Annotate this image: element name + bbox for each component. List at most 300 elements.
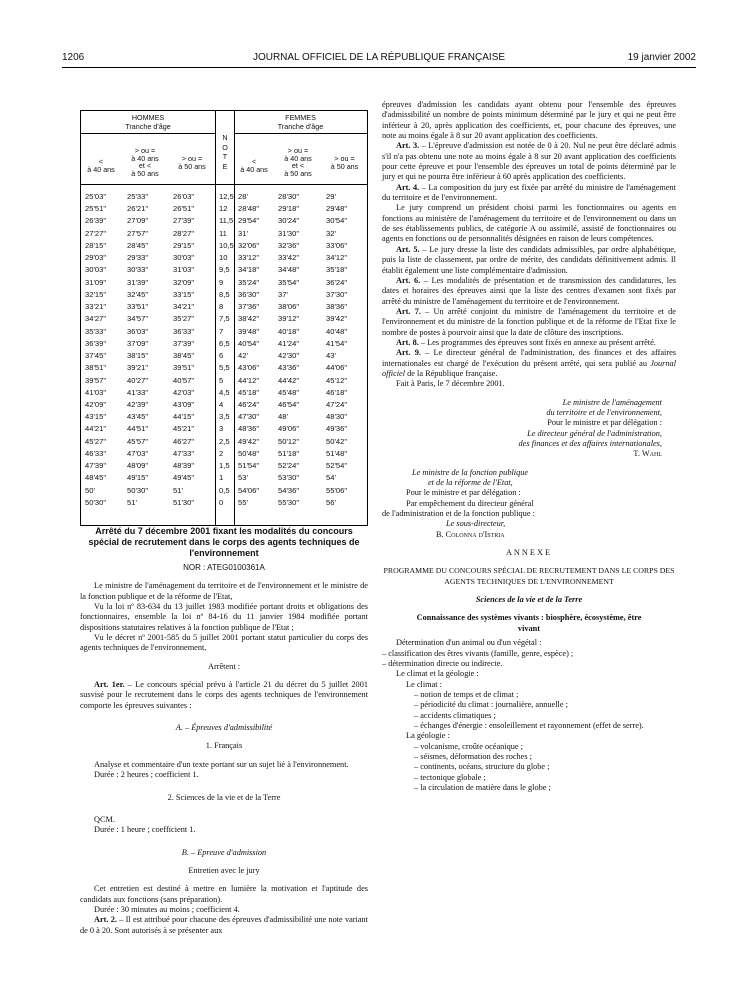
right-column [382, 100, 676, 793]
time-cell: 40'54" [238, 338, 260, 348]
time-cell: 45'12" [326, 375, 348, 385]
time-cell: 49'06" [278, 424, 300, 434]
time-cell: 44'51" [127, 424, 149, 434]
sub-line: à 50 ans [178, 161, 206, 171]
time-cell: 42' [238, 351, 248, 361]
time-cell: 43'45" [127, 412, 149, 422]
table-row [81, 375, 367, 387]
note-cell: 6,5 [219, 338, 230, 348]
time-cell: 37' [278, 289, 288, 299]
table-row [81, 240, 367, 252]
note-cell: 11 [219, 228, 227, 238]
article-2-label: Art. 2. [94, 915, 117, 925]
sub-line: à 40 ans [131, 153, 159, 163]
time-cell: 27'27" [85, 228, 107, 238]
sig2-line: et de la réforme de l'Etat, [428, 478, 513, 488]
note-cell: 12,5 [219, 192, 234, 201]
entretien-description: Cet entretien est destiné à mettre en lumière la motivation et l'aptitude des candidats aux fonctions (sans préparation). [80, 884, 368, 904]
time-cell: 50'30" [85, 497, 107, 507]
time-cell: 51' [127, 497, 137, 507]
note-letter: T [222, 152, 228, 161]
list-item: – continents, océans, structure du globe ; [414, 762, 550, 772]
geologie-label: La géologie : [406, 731, 450, 741]
time-cell: 50'48" [238, 448, 260, 458]
note-header [216, 133, 234, 171]
time-cell: 41'03" [85, 387, 107, 397]
time-cell: 38'51" [85, 363, 107, 373]
sig2-line: Le sous-directeur, [446, 519, 506, 529]
programme-title: PROGRAMME DU CONCOURS SPÉCIAL DE RECRUTEMENT DANS LE CORPS DES AGENTS TECHNIQUES DE L'ENVIRONNEMENT [383, 566, 675, 586]
time-cell: 28'30" [278, 192, 300, 201]
femmes-sub-lt40 [234, 158, 274, 173]
table-row [81, 313, 367, 325]
list-item: – séismes, déformation des roches ; [414, 751, 532, 761]
time-cell: 32'15" [85, 289, 107, 299]
table-row [81, 436, 367, 448]
sub-line: > ou = [134, 146, 156, 155]
note-cell: 6 [219, 351, 224, 361]
article-7-text: – Un arrêté conjoint du ministre de l'aménagement du territoire et de l'environnement et du ministre de la fonction publique et de la réforme de l'Etat fixe le nombre de postes à pourvoir ainsi que la date de clôture des inscriptions. [382, 306, 676, 337]
list-item: – volcanisme, croûte océanique ; [414, 741, 523, 751]
time-cell: 53' [238, 473, 248, 483]
note-cell: 0,5 [219, 485, 230, 495]
time-cell: 37'30" [326, 289, 348, 299]
sub-line: > ou = [181, 154, 203, 163]
sub-line: à 40 ans [240, 164, 268, 174]
time-cell: 25'33" [127, 192, 149, 201]
article-1-text: – Le concours spécial prévu à l'article 21 du décret du 5 juillet 2001 susvisé pour le recrutement dans le corps des agents techniques de l'environnement comporte les épreuves suivantes : [80, 680, 368, 710]
table-hommes-rule [81, 133, 215, 134]
time-cell: 48'45" [85, 473, 107, 483]
time-cell: 39'42" [326, 314, 348, 324]
time-cell: 51'48" [326, 448, 348, 458]
note-cell: 0 [219, 497, 224, 507]
article-3-text: – L'épreuve d'admission est notée de 0 à 20. Nul ne peut être déclaré admis s'il n'a pas obtenu une note au moins égale à 8 sur 20 avant application des coefficients pour cette épreuve et pour l'ensemble des épreuves un total de points déterminé par le jury et qui ne pourra être inférieur à 60 après application des coefficients. [382, 141, 677, 182]
time-cell: 29'03" [85, 253, 107, 263]
list-item: – échanges d'énergie : ensoleillement et rayonnement (effet de serre). [414, 720, 644, 730]
table-row [81, 191, 367, 203]
time-cell: 33'12" [238, 253, 260, 263]
time-cell: 26'39" [85, 216, 107, 226]
time-cell: 40'48" [326, 326, 348, 336]
subsection-entretien: Entretien avec le jury [188, 865, 260, 875]
note-cell: 4 [219, 399, 224, 409]
time-cell: 27'57" [127, 228, 149, 238]
time-cell: 37'36" [238, 302, 260, 312]
article-3-label: Art. 3. [396, 141, 420, 151]
time-cell: 27'39" [173, 216, 195, 226]
time-cell: 43'36" [278, 363, 300, 373]
femmes-header [234, 113, 367, 131]
time-cell: 52'54" [326, 461, 348, 471]
time-cell: 47'30" [238, 412, 260, 422]
time-cell: 35'27" [173, 314, 195, 324]
time-cell: 37'39" [173, 338, 195, 348]
time-cell: 37'09" [127, 338, 149, 348]
time-cell: 39'51" [173, 363, 195, 373]
time-cell: 51' [173, 485, 183, 495]
time-cell: 31'09" [85, 277, 107, 287]
time-cell: 46'24" [238, 399, 260, 409]
time-cell: 52'24" [278, 461, 300, 471]
preamble-ministres: Le ministre de l'aménagement du territoire et de l'environnement et le ministre de la fonction publique et de la réforme de l'Etat, [80, 581, 368, 601]
article-7 [382, 307, 676, 338]
note-cell: 1 [219, 473, 224, 483]
time-cell: 45'48" [278, 387, 300, 397]
time-cell: 55' [238, 497, 248, 507]
list-item: – notion de temps et de climat ; [414, 689, 519, 699]
time-cell: 49'36" [326, 424, 348, 434]
time-cell: 29'48" [326, 204, 348, 214]
time-cell: 32'09" [173, 277, 195, 287]
time-cell: 48' [278, 412, 288, 422]
table-row [81, 362, 367, 374]
time-cell: 29' [326, 192, 336, 201]
time-cell: 47'39" [85, 461, 107, 471]
time-cell: 54' [326, 473, 336, 483]
time-cell: 33'42" [278, 253, 300, 263]
time-cell: 35'54" [278, 277, 300, 287]
time-cell: 28'15" [85, 240, 107, 250]
table-row [81, 289, 367, 301]
time-cell: 34'48" [278, 265, 300, 275]
time-cell: 29'18" [278, 204, 300, 214]
preamble-vu-loi: Vu la loi nº 83-634 du 13 juillet 1983 modifiée portant droits et obligations des fonctionnaires, ensemble la loi nº 84-16 du 11 janvier 1984 modifiée portant dispositions statutaires relatives à la fonction publique de l'Etat ; [80, 602, 368, 632]
time-cell: 43'09" [173, 399, 195, 409]
journal-officiel-ref: Journal officiel [382, 358, 676, 378]
article-5-text: – Le jury dresse la liste des candidats admissibles, par ordre alphabétique, puis la liste de classement, par ordre de mérite, des candidats définitivement admis. Il établit également une liste complémentaire d'admission. [382, 244, 676, 275]
time-cell: 26'21" [127, 204, 149, 214]
time-cell: 30'03" [173, 253, 195, 263]
time-cell: 40'27" [127, 375, 149, 385]
header-rule [62, 67, 696, 68]
entretien-duree: Durée : 30 minutes au moins ; coefficient 4. [94, 904, 240, 914]
note-cell: 8,5 [219, 289, 230, 299]
time-cell: 46'18" [326, 387, 348, 397]
time-cell: 30'54" [326, 216, 348, 226]
article-4-text: – La composition du jury est fixée par arrêté du ministre de l'aménagement du territoire et de l'environnement. [382, 182, 676, 203]
time-cell: 34'18" [238, 265, 260, 275]
table-row [81, 203, 367, 215]
time-cell: 45'21" [173, 424, 195, 434]
climat-label: Le climat : [406, 679, 442, 689]
time-cell: 34'27" [85, 314, 107, 324]
time-cell: 32' [326, 228, 336, 238]
note-letter: E [222, 161, 228, 171]
journal-title: JOURNAL OFFICIEL DE LA RÉPUBLIQUE FRANÇAISE [252, 52, 506, 63]
time-cell: 26'03" [173, 192, 195, 201]
hommes-sub-lt40 [81, 158, 121, 173]
time-cell: 51'54" [238, 461, 260, 471]
time-cell: 31'03" [173, 265, 195, 275]
sub-line: à 50 ans [131, 168, 159, 178]
time-cell: 38'15" [127, 351, 149, 361]
time-cell: 32'36" [278, 240, 300, 250]
determination-intro: Détermination d'un animal ou d'un végétal : [396, 638, 542, 648]
svt-qcm: QCM. [94, 814, 115, 824]
article-2-text: – Il est attribué pour chacune des épreuves d'admissibilité une note variant de 0 à 20. Sont autorisés à se présenter aux [80, 915, 368, 935]
time-cell: 40'18" [278, 326, 300, 336]
connaissance-heading: Connaissance des systèmes vivants : biosphère, écosystème, être vivant [416, 613, 642, 633]
time-cell: 39'12" [278, 314, 300, 324]
time-cell: 44'42" [278, 375, 300, 385]
article-4-jury: Le jury comprend un président choisi parmi les fonctionnaires ou agents en fonctions au ministère de l'aménagement du territoire et de l'environnement ou dans un de ses établissements publics, de catégorie A ou assimilé, assisté de fonctionnaires ou agents en fonctions ou de personnalités désignées en raison de leurs compétences. [382, 203, 676, 244]
article-9-text-a: – Le directeur général de l'administration, des finances et des affaires internationales est chargé de l'exécution du présent arrêté, qui sera publié au [382, 348, 676, 368]
time-cell: 28'45" [127, 240, 149, 250]
time-cell: 50'30" [127, 485, 149, 495]
time-cell: 51'18" [278, 448, 300, 458]
time-cell: 33'51" [127, 302, 149, 312]
hommes-title: HOMMES [131, 113, 165, 122]
signature-block-1 [382, 398, 676, 460]
time-cell: 27'09" [127, 216, 149, 226]
time-cell: 45'57" [127, 436, 149, 446]
time-cell: 54'36" [278, 485, 300, 495]
time-cell: 32'45" [127, 289, 149, 299]
article-8 [382, 338, 676, 348]
time-cell: 44'12" [238, 375, 260, 385]
article-3 [382, 141, 676, 182]
time-cell: 30'03" [85, 265, 107, 275]
note-cell: 7 [219, 326, 224, 336]
annexe-heading: ANNEXE [505, 548, 553, 558]
list-item: – détermination directe ou indirecte. [382, 658, 503, 668]
list-item: – tectonique globale ; [414, 772, 486, 782]
time-cell: 25'51" [85, 204, 107, 214]
article-6-label: Art. 6. [396, 275, 421, 285]
time-cell: 47'03" [127, 448, 149, 458]
sub-line: et < [138, 161, 152, 170]
climat-geologie-intro: Le climat et la géologie : [396, 669, 479, 679]
section-a-heading: A. – Épreuves d'admissibilité [175, 723, 273, 733]
page-number: 1206 [62, 52, 85, 63]
grading-table [80, 110, 368, 526]
article-1 [80, 680, 368, 711]
time-cell: 35'18" [326, 265, 348, 275]
time-cell: 29'54" [238, 216, 260, 226]
time-cell: 36'30" [238, 289, 260, 299]
time-cell: 53'30" [278, 473, 300, 483]
note-cell: 9,5 [219, 265, 230, 275]
time-cell: 44'15" [173, 412, 195, 422]
time-cell: 25'03" [85, 192, 107, 201]
time-cell: 42'39" [127, 399, 149, 409]
time-cell: 36'33" [173, 326, 195, 336]
hommes-header [81, 113, 215, 131]
sub-line: à 50 ans [284, 168, 312, 178]
note-cell: 12 [219, 204, 228, 214]
note-cell: 10 [219, 253, 228, 263]
time-cell: 32'06" [238, 240, 260, 250]
time-cell: 43'06" [238, 363, 260, 373]
table-row [81, 301, 367, 313]
time-cell: 48'09" [127, 461, 149, 471]
fait-a-paris: Fait à Paris, le 7 décembre 2001. [396, 379, 505, 389]
time-cell: 41'54" [326, 338, 348, 348]
francais-duree: Durée : 2 heures ; coefficient 1. [94, 770, 199, 780]
left-column [80, 524, 368, 936]
article-7-label: Art. 7. [396, 306, 421, 316]
time-cell: 48'36" [238, 424, 260, 434]
list-item: – classification des êtres vivants (famille, genre, espèce) ; [382, 648, 574, 658]
time-cell: 54'06" [238, 485, 260, 495]
table-row [81, 338, 367, 350]
sig1-line: Le directeur général de l'administration, [527, 428, 662, 438]
time-cell: 55'06" [326, 485, 348, 495]
time-cell: 46'27" [173, 436, 195, 446]
time-cell: 38'42" [238, 314, 260, 324]
sig2-line: Le ministre de la fonction publique [412, 467, 529, 477]
time-cell: 33'21" [85, 302, 107, 312]
francais-description: Analyse et commentaire d'un texte portant sur un sujet lié à l'environnement. [94, 759, 349, 769]
table-row [81, 423, 367, 435]
sig1-line: du territoire et de l'environnement, [546, 407, 662, 417]
table-row [81, 472, 367, 484]
time-cell: 37'45" [85, 351, 107, 361]
time-cell: 39'21" [127, 363, 149, 373]
time-cell: 47'24" [326, 399, 348, 409]
hommes-subtitle: Tranche d'âge [125, 122, 171, 131]
time-cell: 31' [238, 228, 248, 238]
note-letter: O [222, 142, 228, 152]
time-cell: 39'57" [85, 375, 107, 385]
sig2-name: B. Colonna d'Istria [436, 529, 505, 539]
time-cell: 26'51" [173, 204, 195, 214]
time-cell: 30'24" [278, 216, 300, 226]
time-cell: 44'21" [85, 424, 107, 434]
time-cell: 36'03" [127, 326, 149, 336]
subsection-svt: 2. Sciences de la vie et de la Terre [167, 792, 281, 802]
article-9-label: Art. 9. [396, 348, 421, 358]
femmes-sub-ge50 [322, 155, 367, 170]
time-cell: 51'30" [173, 497, 195, 507]
sig2-line: Pour le ministre et par délégation : [406, 488, 521, 498]
note-cell: 10,5 [219, 240, 234, 250]
note-cell: 4,5 [219, 387, 230, 397]
list-item: – accidents climatiques ; [414, 710, 496, 720]
femmes-sub-40-50 [274, 147, 322, 177]
sig1-name: T. Wahl [633, 449, 662, 459]
time-cell: 38'06" [278, 302, 300, 312]
table-body [81, 191, 367, 509]
table-row [81, 485, 367, 497]
time-cell: 34'12" [326, 253, 348, 263]
time-cell: 36'24" [326, 277, 348, 287]
sub-line: > ou = [287, 146, 309, 155]
preamble-vu-decret: Vu le décret nº 2001-585 du 5 juillet 2001 portant statut particulier du corps des agents techniques de l'environnement, [80, 633, 368, 653]
femmes-subtitle: Tranche d'âge [277, 122, 324, 131]
time-cell: 28'48" [238, 204, 260, 214]
time-cell: 42'09" [85, 399, 107, 409]
time-cell: 28' [238, 192, 248, 201]
signature-block-2 [382, 468, 676, 540]
note-cell: 3 [219, 424, 224, 434]
time-cell: 50'42" [326, 436, 348, 446]
femmes-title: FEMMES [285, 113, 316, 122]
time-cell: 30'33" [127, 265, 149, 275]
note-letter: N [222, 133, 228, 142]
time-cell: 49'15" [127, 473, 149, 483]
time-cell: 44'06" [326, 363, 348, 373]
table-row [81, 411, 367, 423]
time-cell: 43'15" [85, 412, 107, 422]
hommes-sub-40-50 [121, 147, 169, 177]
table-header-rule [81, 184, 367, 185]
time-cell: 39'48" [238, 326, 260, 336]
svt-heading: Sciences de la vie et de la Terre [475, 595, 583, 605]
page-header [62, 52, 696, 66]
note-cell: 1,5 [219, 461, 230, 471]
article-2-continued: épreuves d'admission les candidats ayant obtenu pour l'ensemble des épreuves d'admissibilité un nombre de points minimum déterminé par le jury et qui ne peut être inférieur à 20, après application des coefficients, et, pour chacune des épreuves, une note au moins égale à 8 sur 20 avant application des coefficients. [382, 100, 676, 141]
sig1-line: des finances et des affaires internationales, [518, 439, 662, 448]
article-4-label: Art. 4. [396, 182, 420, 192]
time-cell: 28'27" [173, 228, 195, 238]
article-2 [80, 915, 368, 936]
note-cell: 3,5 [219, 412, 230, 422]
list-item: – périodicité du climat : journalière, annuelle ; [414, 700, 568, 710]
sig1-line: Pour le ministre et par délégation : [547, 418, 662, 428]
time-cell: 50' [85, 485, 95, 495]
time-cell: 47'33" [173, 448, 195, 458]
list-item: – la circulation de matière dans le globe ; [414, 782, 551, 792]
sig1-line: Le ministre de l'aménagement [562, 397, 662, 407]
article-4 [382, 183, 676, 204]
hommes-sub-ge50 [169, 155, 215, 170]
time-cell: 36'39" [85, 338, 107, 348]
article-6 [382, 276, 676, 307]
table-row [81, 448, 367, 460]
note-cell: 5 [219, 375, 224, 385]
subsection-francais: 1. Français [205, 741, 243, 751]
note-cell: 7,5 [219, 314, 230, 324]
time-cell: 33'15" [173, 289, 195, 299]
article-9 [382, 348, 676, 379]
table-row [81, 264, 367, 276]
time-cell: 56' [326, 497, 336, 507]
time-cell: 49'42" [238, 436, 260, 446]
time-cell: 29'33" [127, 253, 149, 263]
issue-date: 19 janvier 2002 [627, 52, 696, 63]
table-femmes-rule [234, 133, 367, 134]
time-cell: 35'33" [85, 326, 107, 336]
note-cell: 2 [219, 448, 224, 458]
sub-line: à 40 ans [87, 164, 115, 174]
note-cell: 8 [219, 302, 224, 312]
arrete-title: Arrêté du 7 décembre 2001 fixant les modalités du concours spécial de recrutement dans le corps des agents techniques de l'environnement [88, 526, 360, 558]
time-cell: 42'03" [173, 387, 195, 397]
sub-line: et < [291, 161, 305, 170]
table-row [81, 497, 367, 509]
table-row [81, 399, 367, 411]
article-1-label: Art. 1er. [94, 680, 125, 690]
sub-line: < [98, 157, 104, 166]
table-row [81, 326, 367, 338]
time-cell: 45'27" [85, 436, 107, 446]
section-b-heading: B. – Epreuve d'admission [181, 847, 267, 857]
time-cell: 35'24" [238, 277, 260, 287]
article-6-text: – Les modalités de présentation et de transmission des candidatures, les dates et horaires des épreuves ainsi que la liste des centres d'examen sont fixés par arrêté du ministre de l'aménagement du territoire et de l'environnement. [382, 275, 676, 306]
time-cell: 50'12" [278, 436, 300, 446]
time-cell: 38'45" [173, 351, 195, 361]
sig2-line: de l'administration et de la fonction publique : [382, 509, 535, 519]
table-row [81, 228, 367, 240]
table-row [81, 387, 367, 399]
time-cell: 33'06" [326, 240, 348, 250]
sig2-line: Par empêchement du directeur général [406, 498, 534, 508]
time-cell: 42'30" [278, 351, 300, 361]
time-cell: 40'57" [173, 375, 195, 385]
sub-line: < [251, 157, 257, 166]
